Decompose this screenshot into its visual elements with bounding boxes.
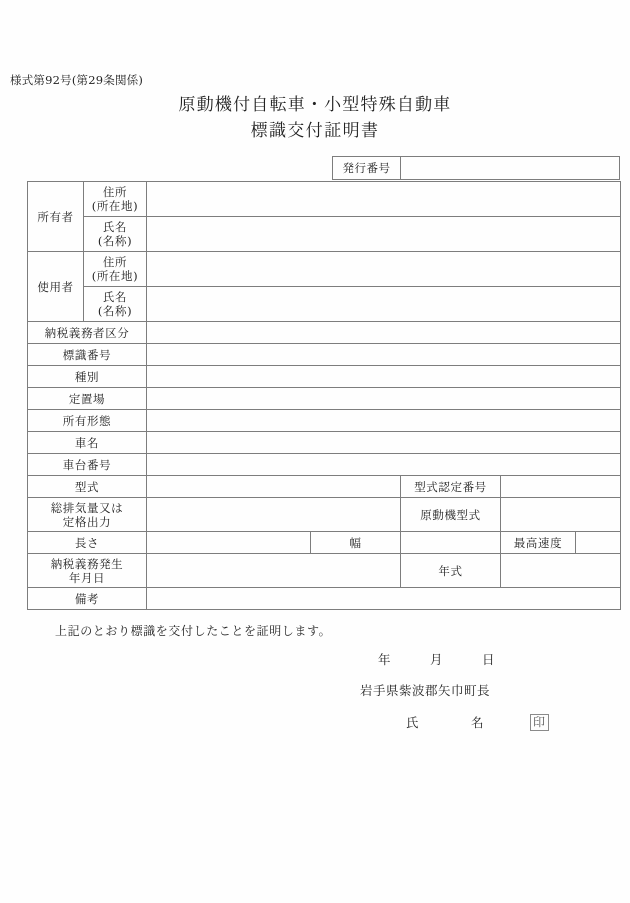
- vehicle-name-label: 車名: [28, 432, 147, 454]
- displacement-label: [28, 498, 147, 532]
- category-label: 種別: [28, 366, 147, 388]
- base-location-value[interactable]: [147, 388, 621, 410]
- owner-address-label-main: 住所: [102, 185, 128, 199]
- tax-obligation-date-label-sub: 年月日: [68, 570, 106, 585]
- user-address-label: [84, 252, 147, 287]
- table-row-plate-number: [28, 344, 621, 366]
- table-row-chassis-number: [28, 454, 621, 476]
- chassis-number-value[interactable]: [147, 454, 621, 476]
- user-address-label-sub: (所在地): [91, 269, 139, 283]
- length-value[interactable]: [147, 532, 311, 554]
- table-row-user-address: [28, 252, 621, 287]
- table-row-taxpayer-class: [28, 322, 621, 344]
- user-address-value[interactable]: [147, 252, 621, 287]
- table-row-owner-name: [28, 217, 621, 252]
- base-location-label: 定置場: [28, 388, 147, 410]
- title-line-1: 原動機付自転車・小型特殊自動車: [178, 95, 452, 115]
- width-value[interactable]: [401, 532, 501, 554]
- model-label: 型式: [28, 476, 147, 498]
- issuer-name: 岩手県紫波郡矢巾町長: [360, 683, 491, 698]
- title-line-2: 標識交付証明書: [250, 121, 380, 141]
- table-row-dimensions: [28, 532, 621, 554]
- user-name-label-sub: (名称): [97, 304, 133, 318]
- model-year-label: 年式: [401, 554, 501, 588]
- max-speed-value[interactable]: [576, 532, 621, 554]
- table-row-ownership-form: [28, 410, 621, 432]
- remarks-value[interactable]: [147, 588, 621, 610]
- displacement-label-sub: 定格出力: [62, 514, 112, 529]
- table-row-owner-address: [28, 182, 621, 217]
- signer-name-label-2: 名: [471, 715, 485, 730]
- length-label: 長さ: [28, 532, 147, 554]
- owner-name-value[interactable]: [147, 217, 621, 252]
- model-year-value[interactable]: [501, 554, 621, 588]
- date-day-label: 日: [481, 652, 495, 667]
- user-address-label-main: 住所: [102, 255, 128, 269]
- table-row-category: [28, 366, 621, 388]
- vehicle-name-value[interactable]: [147, 432, 621, 454]
- plate-number-value[interactable]: [147, 344, 621, 366]
- user-name-label-main: 氏名: [102, 290, 128, 304]
- owner-address-label: [84, 182, 147, 217]
- max-speed-label: 最高速度: [501, 532, 576, 554]
- plate-number-label: 標識番号: [28, 344, 147, 366]
- issue-number-label: 発行番号: [333, 157, 401, 179]
- table-row-base-location: [28, 388, 621, 410]
- displacement-value[interactable]: [147, 498, 401, 532]
- user-name-label: [84, 287, 147, 322]
- owner-name-label-sub: (名称): [97, 234, 133, 248]
- width-label: 幅: [311, 532, 401, 554]
- engine-model-label: 原動機型式: [401, 498, 501, 532]
- date-year-label: 年: [378, 652, 392, 667]
- signer-name-line: [406, 713, 549, 731]
- owner-name-label: [84, 217, 147, 252]
- ownership-form-label: 所有形態: [28, 410, 147, 432]
- seal-icon: 印: [530, 714, 549, 731]
- table-row-remarks: [28, 588, 621, 610]
- document-title: [0, 92, 630, 144]
- chassis-number-label: 車台番号: [28, 454, 147, 476]
- model-approval-number-value[interactable]: [501, 476, 621, 498]
- date-line: [378, 650, 549, 668]
- tax-obligation-date-label: [28, 554, 147, 588]
- certification-statement: 上記のとおり標識を交付したことを証明します。: [55, 624, 332, 638]
- user-name-value[interactable]: [147, 287, 621, 322]
- owner-group-label: 所有者: [28, 182, 84, 252]
- certificate-table: [27, 181, 621, 610]
- table-row-displacement: [28, 498, 621, 532]
- model-value[interactable]: [147, 476, 401, 498]
- displacement-label-main: 総排気量又は: [50, 500, 124, 515]
- owner-address-label-sub: (所在地): [91, 199, 139, 213]
- tax-obligation-date-value[interactable]: [147, 554, 401, 588]
- model-approval-number-label: 型式認定番号: [401, 476, 501, 498]
- table-row-user-name: [28, 287, 621, 322]
- date-month-label: 月: [429, 652, 443, 667]
- engine-model-value[interactable]: [501, 498, 621, 532]
- table-row-model: [28, 476, 621, 498]
- remarks-label: 備考: [28, 588, 147, 610]
- table-row-vehicle-name: [28, 432, 621, 454]
- owner-address-value[interactable]: [147, 182, 621, 217]
- tax-obligation-date-label-main: 納税義務発生: [50, 556, 124, 571]
- form-number: 様式第92号(第29条関係): [10, 73, 144, 87]
- issue-number-value[interactable]: [401, 157, 619, 179]
- taxpayer-class-label: 納税義務者区分: [28, 322, 147, 344]
- ownership-form-value[interactable]: [147, 410, 621, 432]
- table-row-tax-obligation-date: [28, 554, 621, 588]
- category-value[interactable]: [147, 366, 621, 388]
- user-group-label: 使用者: [28, 252, 84, 322]
- taxpayer-class-value[interactable]: [147, 322, 621, 344]
- signer-name-label-1: 氏: [406, 715, 420, 730]
- issue-number-row: [332, 156, 620, 180]
- owner-name-label-main: 氏名: [102, 220, 128, 234]
- signature-block: [360, 650, 549, 731]
